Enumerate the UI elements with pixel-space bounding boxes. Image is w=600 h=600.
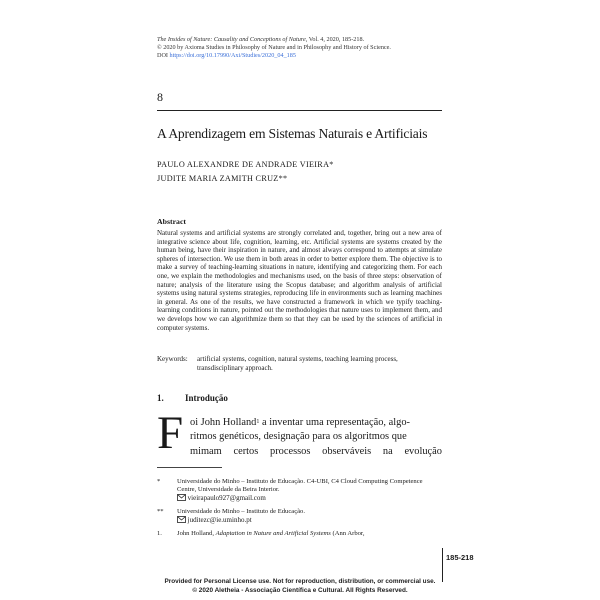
section-title: Introdução — [185, 393, 228, 403]
footnote-email-line — [177, 494, 442, 503]
volume-info: , Vol. 4, 2020, 185-218. — [305, 36, 365, 43]
body-line-1 — [190, 417, 410, 429]
footnote-ref-1[interactable]: 1 — [256, 419, 260, 425]
body-line-1-start: oi John Holland — [190, 417, 257, 428]
envelope-icon — [177, 494, 186, 501]
footnote-mark: * — [157, 478, 161, 485]
word: evolução — [404, 446, 442, 457]
footnote-2 — [157, 508, 447, 526]
page-range: 185-218 — [446, 553, 474, 562]
drop-cap: F — [157, 407, 184, 459]
abstract-text: Natural systems and artificial systems are strongly correlated and, together, bring out a new area of integrative science about life, cognition, learning, etc. Artificial systems are systems created by the human being, have their inspiration in nature, and almost always correspond to attempts at simulate spheres of intersection. We use them in both areas in order to better explore them. The objective is to make a survey of teaching-learning situations in nature, identifying and categorizing them. For each one, we explain the methodologies and mechanisms used, on the basis of three steps: observation of nature; analysis of the literature using the Scopus database; and algorithm analysis of artificial systems using natural systems strategies, reproducing life in environments such as learning machines in general. As one of the results, we have constructed a framework in which we typify teaching-learning conditions in nature, pointed out the methodologies that nature uses to implement them, and we develops how we can algorithmize them so that they can be used by the sciences of artificial in computer systems. — [157, 229, 442, 332]
abstract-heading: Abstract — [157, 217, 187, 226]
doi-label: DOI — [157, 52, 168, 59]
footnote-author: John Holland, — [177, 530, 216, 537]
running-header — [157, 36, 457, 60]
envelope-icon — [177, 516, 186, 523]
footnote-rule — [157, 467, 222, 468]
footnote-book-title: Adaptation in Nature and Artificial Systems — [215, 530, 331, 537]
footnote-email-line — [177, 516, 442, 525]
word: observáveis — [322, 446, 372, 457]
doi-link[interactable]: https://doi.org/10.17990/Axi/Studies/2020_04_185 — [169, 52, 296, 59]
footnote-text — [177, 508, 442, 525]
word: processos — [270, 446, 311, 457]
footnote-publisher: (Ann Arbor, — [330, 530, 365, 537]
email-link[interactable]: juditezc@ie.uminho.pt — [187, 516, 252, 525]
footer-copyright: © 2020 Aletheia - Associação Científica e Cultural. All Rights Reserved. — [192, 587, 408, 594]
footnote-text — [177, 530, 442, 538]
word: certos — [233, 446, 259, 457]
author-2: JUDITE MARIA ZAMITH CRUZ** — [157, 174, 288, 183]
chapter-number: 8 — [157, 90, 163, 104]
body-line-1-end: a inventar uma representação, algo- — [259, 417, 410, 428]
author-1: PAULO ALEXANDRE DE ANDRADE VIEIRA* — [157, 160, 334, 169]
keywords-text: artificial systems, cognition, natural systems, teaching learning process, transdisciplinary approach. — [197, 355, 398, 372]
copyright-line: © 2020 by Axioma Studies in Philosophy of Nature and in Philosophy and History of Science. — [157, 44, 391, 51]
footnote-3 — [157, 530, 447, 540]
footnote-affiliation: Universidade do Minho – Instituto de Educação. — [177, 508, 305, 515]
email-link[interactable]: vieirapaulo927@gmail.com — [187, 494, 266, 503]
footnote-mark: 1. — [157, 530, 162, 537]
keywords-label: Keywords: — [157, 355, 188, 363]
journal-citation — [157, 36, 457, 44]
license-notice: Provided for Personal License use. Not for reproduction, distribution, or commercial use. — [164, 578, 436, 585]
body-line-3 — [190, 446, 442, 458]
section-number: 1. — [157, 393, 164, 403]
footnote-text — [177, 478, 442, 504]
footnote-affiliation: Universidade do Minho – Instituto de Educação. C4-UBI, C4 Cloud Computing Competence Centre, Universidade da Beira Interior. — [177, 478, 423, 494]
footnote-mark: ** — [157, 508, 164, 515]
journal-title: The Insides of Nature: Causality and Conceptions of Nature — [157, 36, 306, 43]
word: na — [382, 446, 393, 457]
body-line-2: ritmos genéticos, designação para os algoritmos que — [190, 431, 407, 442]
footnote-1 — [157, 478, 447, 504]
chapter-title: A Aprendizagem em Sistemas Naturais e Artificiais — [157, 126, 428, 141]
doi-line — [157, 52, 457, 60]
word: mimam — [190, 446, 222, 457]
title-rule — [157, 110, 442, 111]
